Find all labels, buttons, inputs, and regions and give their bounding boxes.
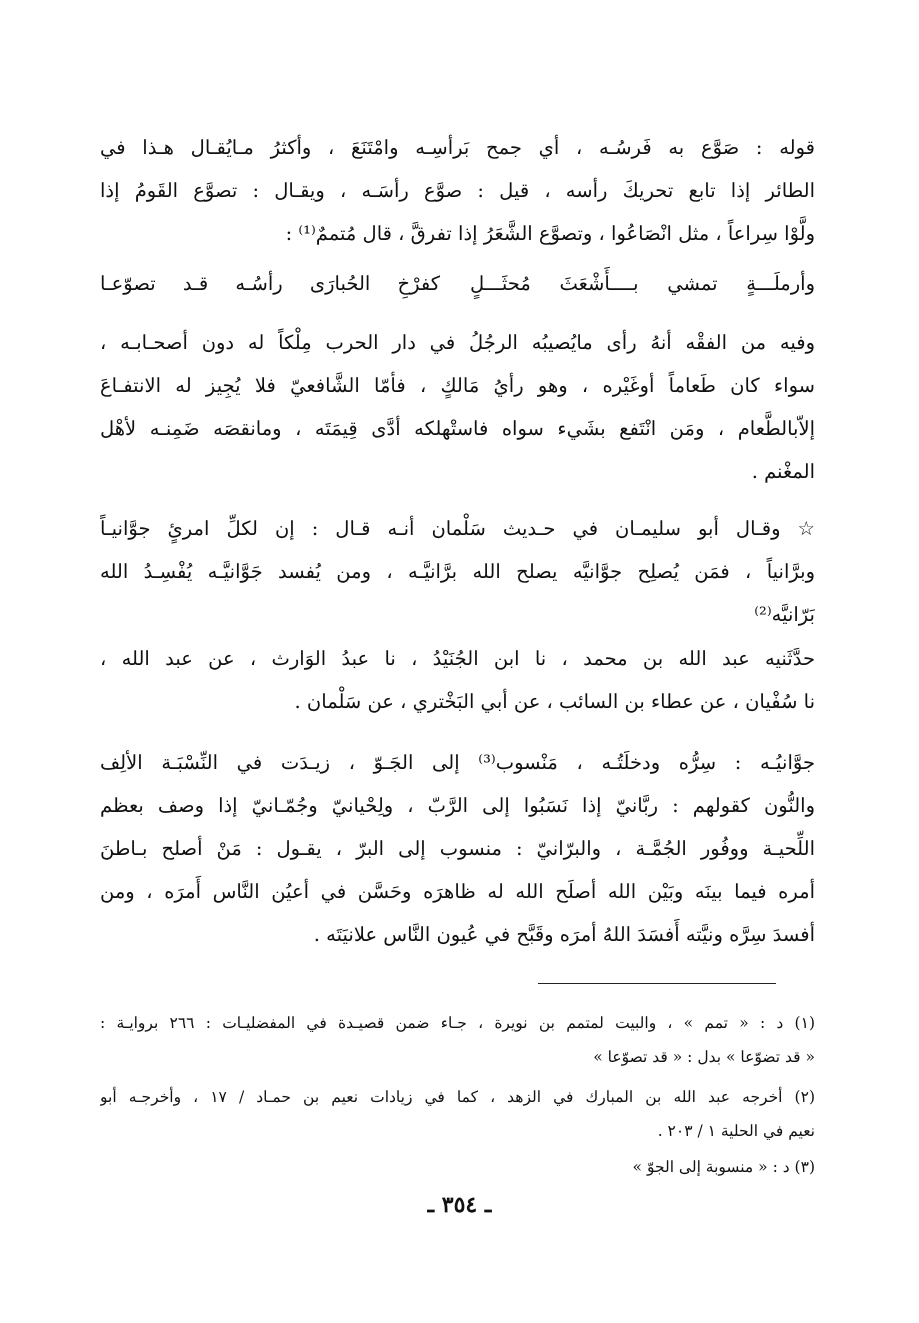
text-line: اللِّحيـة ووفُور الجُمَّـة ، والبرّانيّ : منسوب إلى البرّ ، يقـول : مَنْ أصلح بـاطنَ	[100, 837, 815, 860]
text-line: والنُّون كقولهم : ربَّانيّ إذا نَسَبُوا إلى الرَّبّ ، ولِحْيانيّ وجُمّـانيّ إذا وصف بعظم	[100, 794, 815, 817]
footnote-line: (٢) أخرجه عبد الله بن المبارك في الزهد ، كما في زيادات نعيم بن حمـاد / ١٧ ، وأخرجـه أبو	[100, 1088, 815, 1106]
text-line: قوله : صَوَّع به فَرسُـه ، أي جمح بَرأسِـه وامْتَنَعَ ، وأكثرُ مـايُقـال هـذا في	[100, 136, 815, 159]
footnote-2	[100, 1080, 815, 1148]
paragraph-explanation	[100, 741, 815, 956]
paragraph-fiqh	[100, 321, 815, 493]
footnote-line: نعيم في الحلية ١ / ٢٠٣ .	[657, 1122, 815, 1140]
text-line: نا سُفْيان ، عن عطاء بن السائب ، عن أبي البَخْتري ، عن سَلْمان .	[294, 690, 815, 713]
text-line: الطائر إذا تابع تحريكَ رأسه ، قيل : صوَّع رأسَـه ، ويقـال : تصوَّع القَومُ إذا	[100, 179, 815, 202]
paragraph-isnad	[100, 637, 815, 723]
text-line: بَرّانيَّه⁽²⁾	[754, 603, 815, 626]
text-line: المغْنم .	[751, 460, 815, 483]
paragraph-hadith-salman	[100, 507, 815, 636]
poem-hemistich-second: كفرْخِ الحُبارَى رأسُـه قـد تصوّعـا	[100, 272, 440, 295]
text-line: إلاّبالطَّعام ، ومَن انْتَفع بشَيء سواه فاستْهلكه أدَّى قِيمَتَه ، ومانقصَه ضَمِنـه لأهْل	[100, 417, 815, 440]
footnote-line: (١) د : « تمم » ، والبيت لمتمم بن نويرة ، جـاء ضمن قصيـدة في المفضليـات : ٢٦٦ بروايـة :	[100, 1014, 815, 1032]
text-line: ☆ وقـال أبو سليمـان في حـديث سَلْمان أنـه قـال : إن لكلِّ امرئٍ جوَّانيـاً	[100, 517, 815, 540]
text-line: حدَّثَنيه عبد الله بن محمد ، نا ابن الجُنَيْدُ ، نا عبدُ الوَارث ، عن عبد الله ،	[100, 647, 815, 670]
footnote-line: « قد تضوّعا » بدل : « قد تصوّعا »	[593, 1048, 815, 1066]
poem-hemistich-first: وأرملَـــةٍ تمشي بــــأَشْعَثَ مُحثَـــلٍ	[470, 272, 815, 295]
page-number: ـ ٣٥٤ ـ	[427, 1192, 492, 1218]
text-line: أمره فيما بينَه وبَيْن الله أصلَح الله له ظاهرَه وحَسَّن في أعيُن النَّاس أَمرَه ، ومن	[100, 880, 815, 903]
text-line: أفسدَ سِرَّه ونيَّته أَفسَدَ اللهُ أمرَه وقَبَّح في عُيون النَّاس علانيَتَه .	[313, 923, 815, 946]
footnote-1	[100, 1006, 815, 1074]
footnote-line: (٣) د : « منسوبة إلى الجوّ »	[632, 1158, 815, 1176]
paragraph-commentary-1	[100, 126, 815, 255]
text-line: سواء كان طَعاماً أوغَيْره ، وهو رأيُ مَالكٍ ، فأمّا الشَّافعيّ فلا يُجِيز له الانتفـاعَ	[100, 374, 815, 397]
text-line: ولَّوْا سِراعاً ، مثل انْصَاعُوا ، وتصوَّع الشَّعَرُ إذا تفرقَّ ، قال مُتممٌ⁽¹⁾ :	[285, 222, 815, 245]
text-line: وفيه من الفقْه أنهُ رأى مايُصيبُه الرجُلُ في دار الحرب مِلْكاً له دون أصحـابـه ،	[100, 331, 815, 354]
text-line: جوَّانيُـه : سِرُّه ودخلَتُـه ، مَنْسوب⁽³⁾ إلى الجَـوّ ، زيـدَت في النِّسْبَـة الألِف	[100, 751, 815, 774]
text-line: وبرَّانياً ، فمَن يُصلِح جوَّانيَّه يصلح الله برَّانيَّـه ، ومن يُفسد جَوَّانيَّـه يُفْسِـدُ الله	[100, 560, 815, 583]
footnote-separator	[538, 983, 776, 984]
footnote-3	[100, 1150, 815, 1184]
